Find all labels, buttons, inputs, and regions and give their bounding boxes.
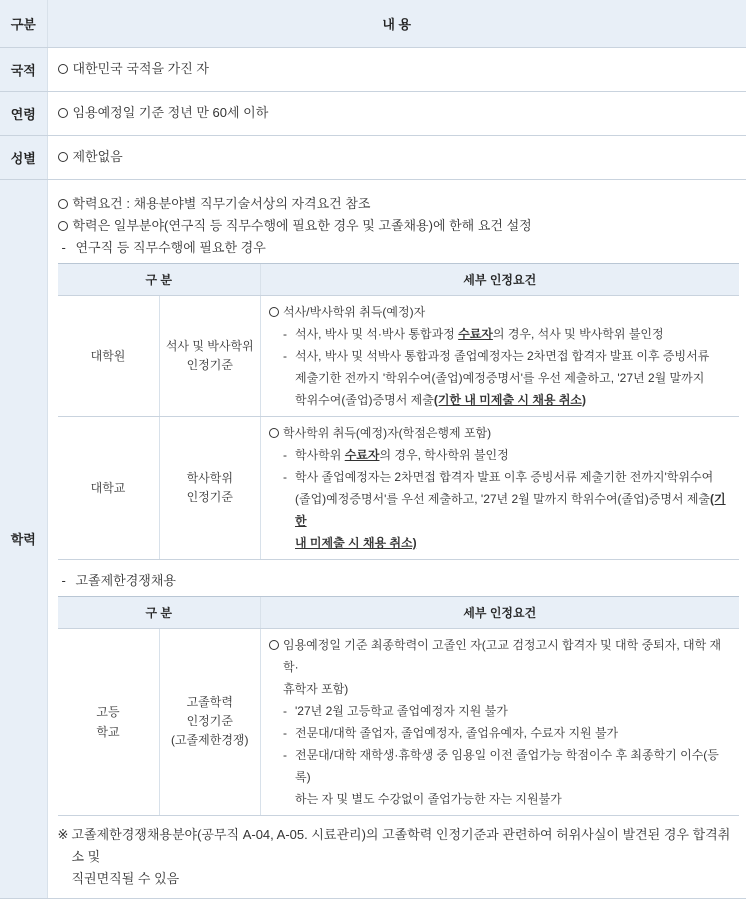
highschool-requirements-table (58, 596, 739, 816)
section-title-research: - 연구직 등 직무수행에 필요한 경우 (62, 237, 739, 259)
hs-criteria-line2: 인정기준 (186, 714, 233, 728)
hs-requirement-line1: 임용예정일 기준 최종학력이 고졸인 자(고교 검정고시 합격자 및 대학 중퇴자, 대학 재학· (283, 637, 722, 674)
row-gender (0, 135, 746, 179)
circle-bullet-icon (269, 307, 279, 317)
bachelor-criteria-line2: 인정기준 (186, 489, 233, 504)
bachelor-note-1-emphasis: 수료자 (344, 447, 380, 462)
table1-header-category: 구 분 (58, 263, 261, 295)
circle-bullet-icon (58, 152, 68, 162)
grad-note-2-line3: 학위수여(졸업)증명서 제출 (295, 392, 434, 407)
gender-text: 제한없음 (72, 149, 123, 164)
education-bullet-1: 학력요건 : 채용분야별 직무기술서상의 자격요건 참조 (72, 195, 371, 211)
section-title-highschool: - 고졸제한경쟁채용 (62, 570, 739, 592)
grad-note-1-text-end: 의 경우, 석사 및 박사학위 불인정 (492, 326, 664, 341)
hs-note-3-line2: 하는 자 및 별도 수강없이 졸업가능한 자는 지원불가 (295, 791, 562, 806)
nationality-label: 국적 (0, 47, 47, 91)
row-nationality (0, 47, 746, 91)
grad-note-2-line2: 제출기한 전까지 '학위수여(졸업)예정증명서'를 우선 제출하고, '27년 2월 말까지 (295, 370, 705, 385)
bachelor-note-1-text: 학사학위 (295, 447, 345, 462)
circle-bullet-icon (58, 64, 68, 74)
bachelor-cancel-warning-end: 내 미제출 시 채용 취소) (295, 535, 417, 550)
row-age (0, 91, 746, 135)
grad-requirement: 석사/박사학위 취득(예정)자 (283, 304, 426, 319)
circle-bullet-icon (58, 199, 68, 209)
grad-note-1-emphasis: 수료자 (458, 326, 493, 341)
circle-bullet-icon (58, 221, 68, 231)
bachelor-requirement: 학사학위 취득(예정)자(학점은행제 포함) (283, 425, 492, 440)
circle-bullet-icon (269, 640, 279, 650)
header-content: 내 용 (47, 0, 746, 47)
grad-note-2-line1: - 석사, 박사 및 석박사 통합과정 졸업예정자는 2차면접 합격자 발표 이후 증빙서류 (269, 345, 733, 367)
table2-header-detail: 세부 인정요건 (261, 596, 739, 628)
bachelor-note-1-text-end: 의 경우, 학사학위 불인정 (379, 447, 509, 462)
highschool-label-line1: 고등 (96, 704, 120, 719)
degree-criteria-line1: 석사 및 박사학위 (165, 338, 254, 353)
note-line2: 직권면직될 수 있음 (71, 870, 180, 886)
table-row (58, 416, 739, 559)
hs-criteria-line1: 고졸학력 (186, 695, 233, 709)
graduate-school-label: 대학원 (58, 295, 160, 416)
research-requirements-table (58, 263, 739, 560)
education-bullet-2: 학력은 일부분야(연구직 등 직무수행에 필요한 경우 및 고졸채용)에 한해 요건 설정 (72, 217, 532, 233)
hs-note-1: - '27년 2월 고등학교 졸업예정자 지원 불가 (269, 700, 733, 722)
bachelor-criteria-line1: 학사학위 (186, 470, 233, 485)
hs-requirement-line2: 휴학자 포함) (283, 681, 349, 696)
circle-bullet-icon (58, 108, 68, 118)
bachelor-cancel-warning-start: (기한 (295, 491, 726, 528)
hs-criteria-line3: (고졸제한경쟁) (170, 733, 249, 747)
hs-note-3-line1: - 전문대/대학 재학생·휴학생 중 임용일 이전 졸업가능 학점이수 후 최종학기 이수(등록) (269, 744, 733, 788)
reference-mark-icon: ※ (57, 826, 69, 842)
education-label: 학력 (0, 179, 47, 898)
age-label: 연령 (0, 91, 47, 135)
circle-bullet-icon (269, 428, 279, 438)
university-label: 대학교 (58, 416, 160, 559)
age-text: 임용예정일 기준 정년 만 60세 이하 (72, 105, 269, 120)
highschool-label-line2: 학교 (96, 724, 120, 739)
header-category: 구분 (0, 0, 47, 47)
nationality-text: 대한민국 국적을 가진 자 (72, 61, 209, 76)
table-row (58, 628, 739, 815)
table1-header-detail: 세부 인정요건 (261, 263, 739, 295)
hs-note-2: - 전문대/대학 졸업자, 졸업예정자, 졸업유예자, 수료자 지원 불가 (269, 722, 733, 744)
table2-header-category: 구 분 (58, 596, 261, 628)
grad-note-1-text: 석사, 박사 및 석·박사 통합과정 (295, 326, 459, 341)
note-line1: 고졸제한경쟁채용분야(공무직 A-04, A-05. 시료관리)의 고졸학력 인정기준과 관련하여 허위사실이 발견된 경우 합격취소 및 (71, 826, 731, 864)
bachelor-note-2-line2: (졸업)예정증명서'를 우선 제출하고, '27년 2월 말까지 학위수여(졸업)증명서 제출 (295, 491, 711, 506)
grad-cancel-warning: (기한 내 미제출 시 채용 취소) (433, 392, 587, 407)
bachelor-note-2-line1: - 학사 졸업예정자는 2차면접 합격자 발표 이후 증빙서류 제출기한 전까지'학위수여 (269, 466, 733, 488)
gender-label: 성별 (0, 135, 47, 179)
table-row (58, 295, 739, 416)
row-education (0, 179, 746, 898)
degree-criteria-line2: 인정기준 (186, 357, 233, 372)
